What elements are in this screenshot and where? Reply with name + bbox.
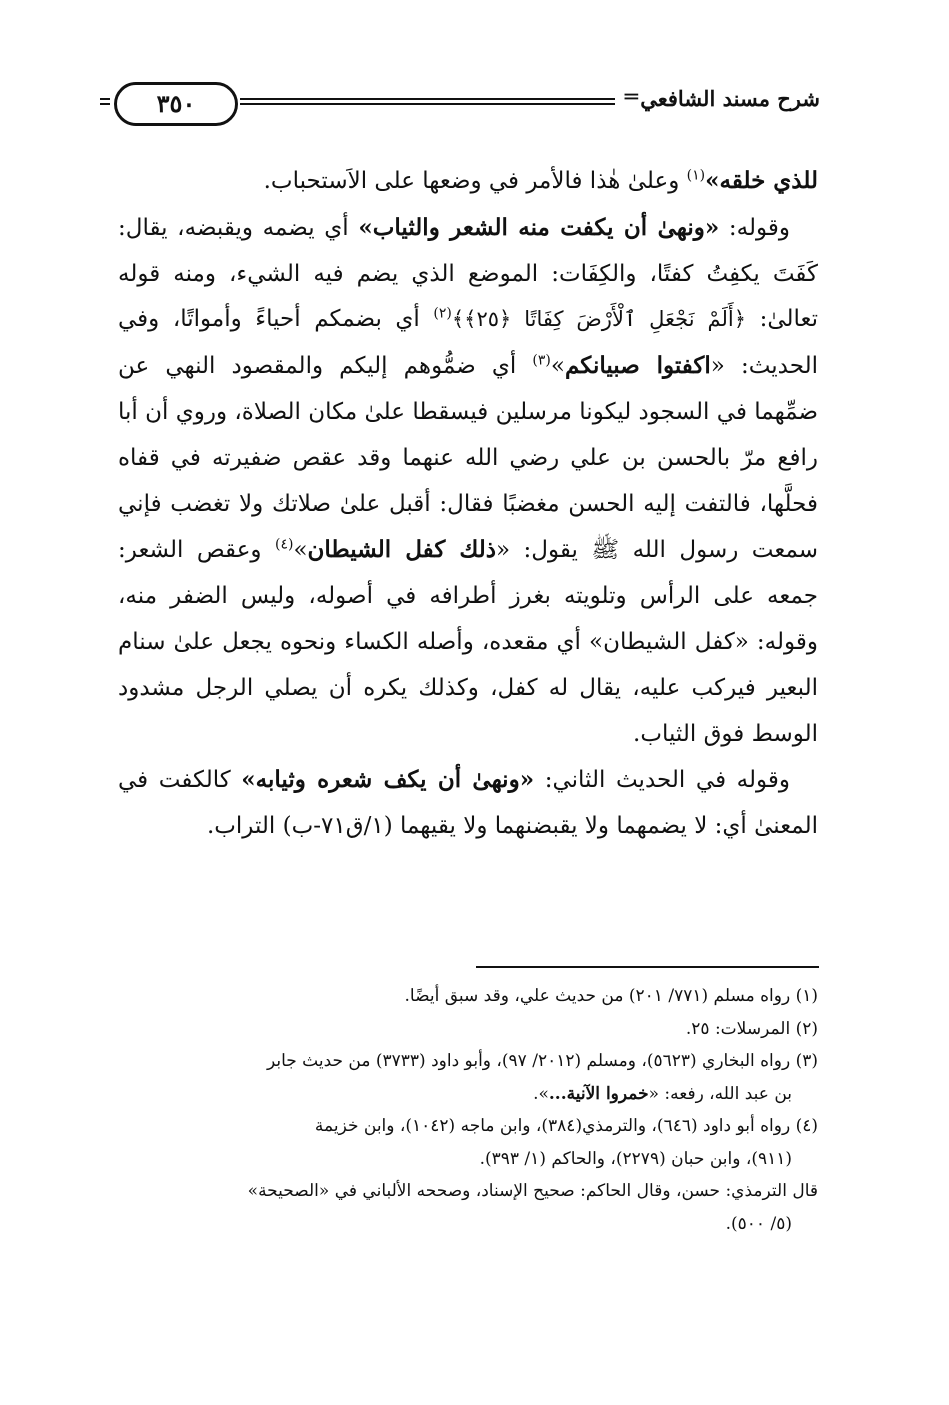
text-run: أي يضمه ويقبضه، يقال: كَفَتَ يكفِتُ كفتًا، والكِفَات: الموضع الذي يضم فيه الشيء، ومنه قوله تعالىٰ: xyxy=(118,214,818,333)
footnote: (٤) رواه أبو داود (٦٤٦)، والترمذي(٣٨٤)، وابن ماجه (١٠٤٢)، وابن خزيمة xyxy=(314,1116,818,1136)
text-run: أي بضمكم أحياءً وأمواتًا، وفي الحديث: « xyxy=(118,306,818,380)
paragraph xyxy=(118,757,818,850)
text-run: » xyxy=(550,353,565,380)
header-rule xyxy=(240,98,615,105)
footnote: (٣) رواه البخاري (٥٦٢٣)، ومسلم (٢٠١٢/ ٩٧)، وأبو داود (٣٧٣٣) من حديث جابر xyxy=(266,1051,818,1071)
text-run: أي ضمُّوهم إليكم والمقصود النهي عن ضمِّهما في السجود ليكونا مرسلين فيسقطا علىٰ مكان الصلاة، وروي أن أبا رافع مرّ بالحسن بن علي رضي الله عنهما وقد عقص ضفيرته في قفاه فحلَّها، فالتفت إليه الحسن مغضبًا فقال: أقبل علىٰ صلاتك ولا تغضب فإني سمعت رسول الله ﷺ يقول: « xyxy=(118,353,819,564)
footnote-ref: (٣) xyxy=(532,352,551,369)
text-run: » xyxy=(293,537,308,564)
quote-text: للذي خلقه» xyxy=(705,167,818,194)
header-rule-end xyxy=(100,98,110,105)
footnote-continuation: (٥/ ٥٠٠). xyxy=(725,1213,792,1234)
hadith-quote: اكفتوا صبيانكم xyxy=(564,352,711,380)
footnote-ref: (١) xyxy=(686,167,706,184)
footnote-continuation xyxy=(114,1078,818,1111)
footnote: (١) رواه مسلم (٧٧١/ ٢٠١) من حديث علي، وقد سبق أيضًا. xyxy=(404,986,818,1006)
hadith-quote: «ونهىٰ أن يكف شعره وثيابه» xyxy=(241,766,535,794)
text-run: وعقص الشعر: جمعه على الرأس وتلويته بغرز أطرافه في أصوله، وليس الضفر منه، وقوله: «كفل الشيطان» أي مقعده، وأصله الكساء ونحوه يجعل علىٰ سنام البعير فيركب عليه، يقال له كفل، وكذلك يكره أن يصلي الرجل مشدود الوسط فوق الثياب. xyxy=(118,537,818,747)
page-header xyxy=(100,80,820,128)
footnote-ref: (٢) xyxy=(433,305,452,322)
page-number: ٣٥٠ xyxy=(114,82,238,126)
footnote-ref: (٤) xyxy=(274,536,294,553)
hadith-quote: ذلك كفل الشيطان xyxy=(307,536,497,564)
footnotes xyxy=(114,980,818,1240)
text-run: وعلىٰ هٰذا فالأمر في وضعها على الاَستحباب. xyxy=(263,168,687,194)
quran-verse: ﴿أَلَمْ نَجْعَلِ ٱلْأَرْضَ كِفَاتًا ﴿٢٥﴾﴾ xyxy=(451,307,747,332)
hadith-quote: «ونهىٰ أن يكفت منه الشعر والثياب» xyxy=(358,213,720,241)
text-run: وقوله في الحديث الثاني: xyxy=(534,767,790,794)
running-title: شرح مسند الشافعي xyxy=(640,86,820,111)
hadith-quote: خمروا الآنية... xyxy=(548,1083,649,1104)
paragraph xyxy=(118,205,818,758)
paragraph xyxy=(118,158,818,205)
text-run: ». xyxy=(533,1083,549,1104)
footnote: (٢) المرسلات: ٢٥. xyxy=(685,1018,818,1039)
footnote-continuation: (٩١١)، وابن حبان (٢٢٧٩)، والحاكم (١/ ٣٩٣). xyxy=(479,1148,792,1169)
text-run: وقوله: xyxy=(719,214,790,241)
text-run: بن عبد الله، رفعه: « xyxy=(648,1083,792,1104)
text-run: كالكفت في المعنىٰ أي: لا يضمهما ولا يقبضنهما ولا يقيهما (١/ق٧١-ب) التراب. xyxy=(118,767,818,840)
header-ornament: ═ xyxy=(624,84,638,110)
footnote-separator xyxy=(476,966,819,968)
main-text xyxy=(118,158,818,850)
footnote: قال الترمذي: حسن، وقال الحاكم: صحيح الإسناد، وصححه الألباني في «الصحيحة» xyxy=(247,1181,818,1201)
